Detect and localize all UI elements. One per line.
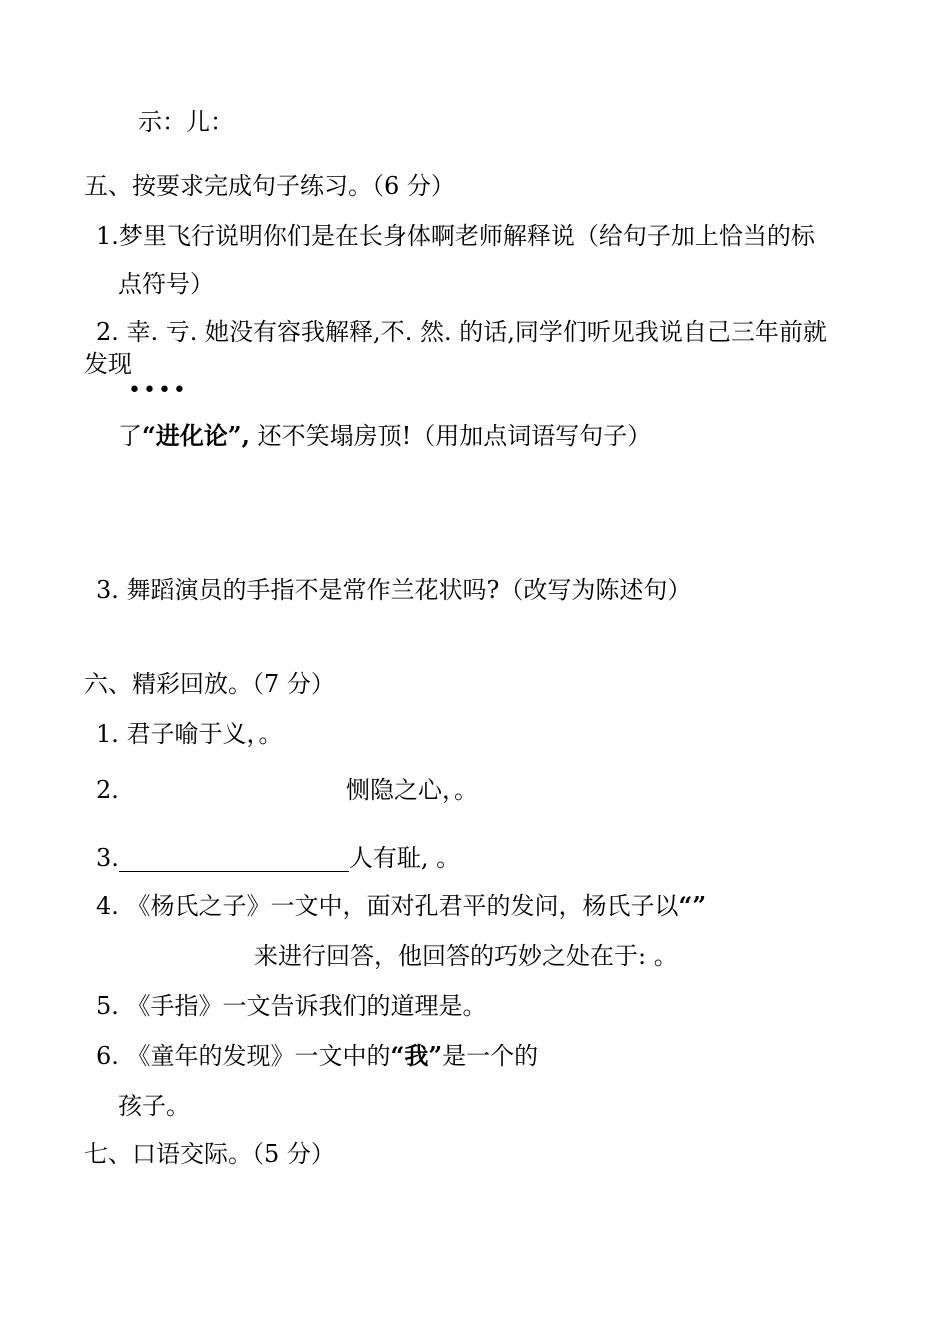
q-num: 1. (96, 720, 119, 748)
s6-item-3 (96, 844, 460, 872)
s6-item-1 (96, 720, 283, 748)
q-text: 《杨氏之子》一文中，面对孔君平的发问，杨氏子以 (126, 892, 679, 920)
q-num: 4. (96, 892, 119, 920)
q-quote-marks: “” (678, 891, 707, 920)
q-text: 《童年的发现》一文中的 (126, 1042, 391, 1070)
q-text-post: 还不笑塌房顶!（用加点词语写句子） (257, 422, 652, 450)
s5-q2-line2 (118, 422, 651, 450)
q-num: 2. (96, 318, 119, 346)
s5-q1-line2: 点符号） (118, 270, 214, 298)
q-num: 1. (96, 222, 119, 250)
q-text: 《手指》一文告诉我们的道理是。 (126, 992, 487, 1020)
emphasis-dots: •••• (128, 378, 188, 403)
s6-item-5 (96, 992, 487, 1020)
q-quoted-term: “进化论”, (142, 421, 250, 450)
q-num: 3. (96, 844, 119, 872)
q-num: 6. (96, 1042, 119, 1070)
s6-item-4-cont: 来进行回答，他回答的巧妙之处在于: 。 (254, 942, 678, 970)
s6-item-2-num: 2. (96, 776, 119, 804)
s6-item-4 (96, 892, 706, 920)
s6-item-6 (96, 1042, 538, 1070)
q-num: 5. (96, 992, 119, 1020)
section-5-title: 五、按要求完成句子练习。（6 分） (84, 172, 455, 200)
q-text: 舞蹈演员的手指不是常作兰花状吗?（改写为陈述句） (126, 576, 692, 604)
s5-q1-line1 (96, 222, 815, 250)
s5-q3 (96, 576, 691, 604)
s5-q2-line1 (96, 318, 827, 346)
fill-in-blank[interactable] (119, 847, 349, 872)
s5-q2-line1b: 发现 (84, 350, 132, 378)
s6-item-2-text: 恻隐之心，。 (346, 776, 478, 804)
section-7-title: 七、口语交际。（5 分） (84, 1140, 335, 1168)
q-quoted-term: “我” (390, 1041, 443, 1070)
q-text-pre: 了 (118, 422, 142, 450)
q-text: 君子喻于义，。 (126, 720, 283, 748)
hint-line: 示：儿： (138, 108, 234, 136)
q-text: 人有耻, 。 (348, 844, 461, 872)
section-6-title: 六、精彩回放。（7 分） (84, 670, 335, 698)
q-text-2: 是一个的 (442, 1042, 539, 1070)
q-num: 3. (96, 576, 119, 604)
s6-item-6-cont: 孩子。 (118, 1092, 190, 1120)
q-text: 梦里飞行说明你们是在长身体啊老师解释说（给句子加上恰当的标 (118, 222, 815, 250)
q-text: 幸. 亏. 她没有容我解释,不. 然. 的话,同学们听见我说自己三年前就 (126, 318, 827, 346)
